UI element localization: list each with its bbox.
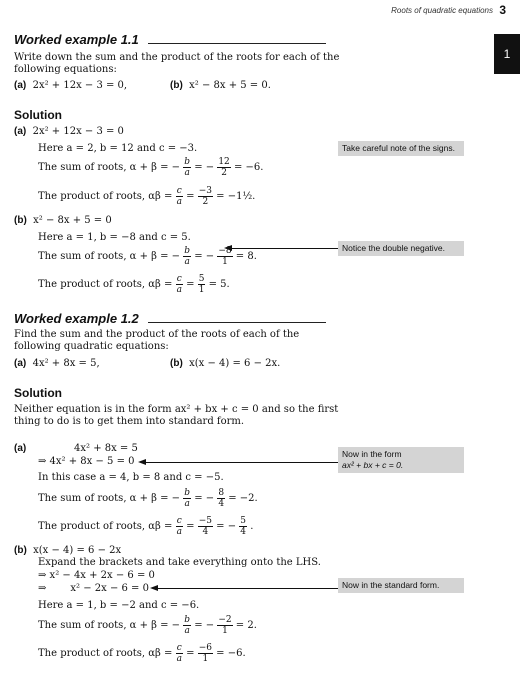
ex2-intro-line1: Neither equation is in the form ax² + bx + c = 0 and so the first (14, 404, 339, 415)
solution-b-coefficients: Here a = 1, b = −8 and c = 5. (38, 232, 191, 243)
fraction: $\frac{-5}{4}$ (198, 516, 212, 537)
solution-a-equation: 2x² + 12x − 3 = 0 (32, 126, 124, 137)
ex2-solution-a-coefficients: In this case a = 4, b = 8 and c = −5. (38, 472, 224, 483)
page-number: 3 (499, 3, 506, 17)
ex2-solution-b-sum: The sum of roots, α + β = − $\frac{b}{a}$ = − $\frac{-2}{1}$ = 2. (38, 615, 257, 636)
fraction: $\frac{8}{4}$ (218, 488, 225, 509)
ex2-prompt-line2: following quadratic equations: (14, 341, 169, 352)
fraction: $\frac{c}{a}$ (176, 643, 182, 664)
part-a-equation: 2x² + 12x − 3 = 0, (32, 80, 128, 91)
arrow-head (224, 245, 232, 251)
chapter-tab: 1 (494, 34, 520, 74)
ex2-part-a-equation: 4x² + 8x = 5, (32, 358, 100, 369)
title-rule (148, 43, 326, 44)
ex1-prompt-line2: following equations: (14, 64, 117, 75)
example-1-2-title: Worked example 1.2 (14, 311, 139, 326)
solution-a-sum: The sum of roots, α + β = − $\frac{b}{a}$ = − $\frac{12}{2}$ = −6. (38, 157, 264, 178)
arrow-line (232, 248, 338, 249)
ex2-solution-b-expand: Expand the brackets and take everything onto the LHS. (38, 557, 321, 568)
margin-note-signs: Take careful note of the signs. (338, 141, 464, 156)
ex2-solution-b-step2: ⇒ x² − 2x − 6 = 0 (38, 583, 149, 594)
margin-note-standard-form: Now in the standard form. (338, 578, 464, 593)
fraction: $\frac{c}{a}$ (176, 516, 182, 537)
part-b-label: (b) (170, 80, 183, 91)
ex2-solution-a-product: The product of roots, αβ = $\frac{c}{a}$ = $\frac{-5}{4}$ = − $\frac{5}{4}$ . (38, 516, 254, 537)
ex2-solution-a-equation: 4x² + 8x = 5 (74, 443, 138, 454)
fraction: $\frac{-3}{2}$ (198, 186, 212, 207)
fraction: $\frac{b}{a}$ (184, 488, 191, 509)
fraction: $\frac{12}{2}$ (218, 157, 230, 178)
ex2-solution-b-product: The product of roots, αβ = $\frac{c}{a}$ = $\frac{-6}{1}$ = −6. (38, 643, 246, 664)
fraction: $\frac{-6}{1}$ (198, 643, 212, 664)
arrow-head (150, 585, 158, 591)
running-title: Roots of quadratic equations (391, 6, 493, 15)
ex2-solution-a-step: ⇒ 4x² + 8x − 5 = 0 (38, 456, 135, 467)
fraction: $\frac{5}{4}$ (240, 516, 247, 537)
ex2-solution-b-coefficients: Here a = 1, b = −2 and c = −6. (38, 600, 200, 611)
fraction: $\frac{c}{a}$ (176, 186, 182, 207)
fraction: $\frac{c}{a}$ (176, 274, 182, 295)
ex1-prompt-line1: Write down the sum and the product of the roots for each of the (14, 52, 340, 63)
ex2-intro-line2: thing to do is to get them into standard form. (14, 416, 245, 427)
title-rule (148, 322, 326, 323)
fraction: $\frac{b}{a}$ (184, 157, 191, 178)
solution-b-equation: x² − 8x + 5 = 0 (33, 215, 112, 226)
fraction: $\frac{b}{a}$ (184, 246, 191, 267)
solution-heading: Solution (14, 386, 62, 400)
solution-b-sum: The sum of roots, α + β = − $\frac{b}{a}$ = − $\frac{-8}{1}$ = 8. (38, 246, 257, 267)
arrow-head (138, 459, 146, 465)
margin-note-form: Now in the form ax² + bx + c = 0. (338, 447, 464, 473)
fraction: $\frac{5}{1}$ (198, 274, 205, 295)
part-a-label: (a) (14, 80, 27, 91)
solution-a-coefficients: Here a = 2, b = 12 and c = −3. (38, 143, 198, 154)
example-1-1-title: Worked example 1.1 (14, 32, 139, 47)
margin-note-double-negative: Notice the double negative. (338, 241, 464, 256)
arrow-line (146, 462, 338, 463)
ex2-prompt-line1: Find the sum and the product of the roots of each of the (14, 329, 300, 340)
ex2-solution-b-step1: ⇒ x² − 4x + 2x − 6 = 0 (38, 570, 155, 581)
solution-b-product: The product of roots, αβ = $\frac{c}{a}$ = $\frac{5}{1}$ = 5. (38, 274, 230, 295)
ex2-solution-a-sum: The sum of roots, α + β = − $\frac{b}{a}$ = − $\frac{8}{4}$ = −2. (38, 488, 258, 509)
fraction: $\frac{b}{a}$ (184, 615, 191, 636)
ex2-part-b-equation: x(x − 4) = 6 − 2x. (189, 358, 281, 369)
solution-heading: Solution (14, 108, 62, 122)
fraction: $\frac{-8}{1}$ (218, 246, 232, 267)
solution-a-product: The product of roots, αβ = $\frac{c}{a}$ = $\frac{-3}{2}$ = −1½. (38, 186, 256, 207)
ex2-solution-b-equation: x(x − 4) = 6 − 2x (33, 545, 122, 556)
part-b-equation: x² − 8x + 5 = 0. (189, 80, 271, 91)
arrow-line (158, 588, 338, 589)
fraction: $\frac{-2}{1}$ (218, 615, 232, 636)
